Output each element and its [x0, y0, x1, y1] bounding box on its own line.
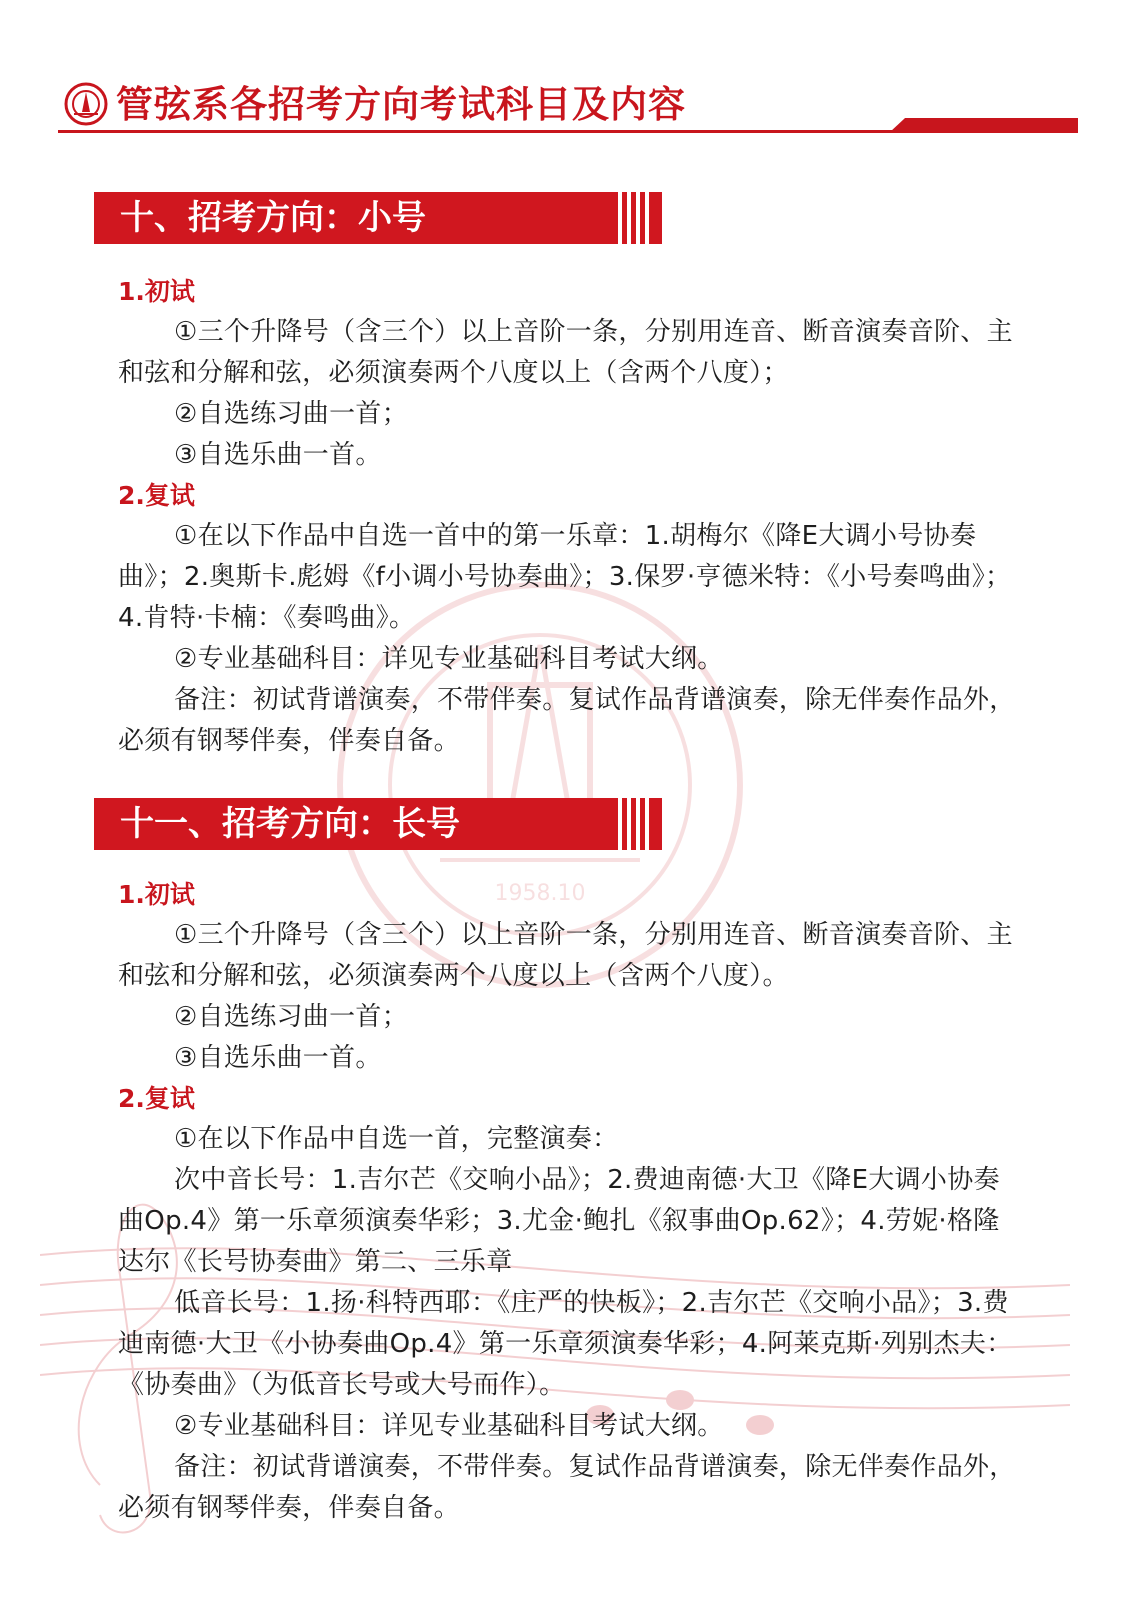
page-title: 管弦系各招考方向考试科目及内容	[116, 82, 686, 126]
list-item: ①三个升降号（含三个）以上音阶一条，分别用连音、断音演奏音阶、主和弦和分解和弦，必须演奏两个八度以上（含两个八度）。	[118, 920, 1013, 991]
section-banner-trombone	[94, 798, 662, 850]
list-item: ②专业基础科目：详见专业基础科目考试大纲。	[174, 1411, 724, 1441]
list-item: ②自选练习曲一首；	[174, 1002, 409, 1032]
section-title: 十、招考方向：小号	[120, 198, 426, 238]
section-banner-trumpet	[94, 192, 662, 244]
list-item: ①在以下作品中自选一首，完整演奏：	[174, 1124, 619, 1154]
watermark-year: 1958.10	[494, 881, 586, 906]
retest-label: 2.复试	[118, 1084, 195, 1113]
section-title: 十一、招考方向：长号	[120, 804, 460, 844]
prelim-label: 1.初试	[118, 880, 195, 909]
prelim-label: 1.初试	[118, 277, 195, 306]
list-item: 次中音长号：1.吉尔芒《交响小品》；2.费迪南德·大卫《降E大调小协奏曲Op.4》第一乐章须演奏华彩；3.尤金·鲍扎《叙事曲Op.62》；4.劳妮·格隆达尔《长号协奏曲》第二、三乐章	[118, 1165, 1000, 1277]
note-text: 备注：初试背谱演奏，不带伴奏。复试作品背谱演奏，除无伴奏作品外，必须有钢琴伴奏，伴奏自备。	[118, 685, 1016, 756]
list-item: ②专业基础科目：详见专业基础科目考试大纲。	[174, 644, 724, 674]
list-item: ③自选乐曲一首。	[174, 1043, 382, 1073]
list-item: ①三个升降号（含三个）以上音阶一条，分别用连音、断音演奏音阶、主和弦和分解和弦，必须演奏两个八度以上（含两个八度）；	[118, 317, 1013, 388]
banner-stripes	[618, 798, 652, 850]
banner-stripes	[618, 192, 652, 244]
page-header	[58, 82, 1078, 134]
list-item: 低音长号：1.扬·科特西耶：《庄严的快板》；2.吉尔芒《交响小品》；3.费迪南德·大卫《小协奏曲Op.4》第一乐章须演奏华彩；4.阿莱克斯·列别杰夫：《协奏曲》（为低音长号或大号而作）。	[118, 1288, 1013, 1400]
list-item: ③自选乐曲一首。	[174, 440, 382, 470]
header-divider	[58, 130, 1078, 133]
retest-label: 2.复试	[118, 481, 195, 510]
school-seal-icon	[64, 82, 108, 126]
list-item: ①在以下作品中自选一首中的第一乐章：1.胡梅尔《降E大调小号协奏曲》；2.奥斯卡.彪姆《f小调小号协奏曲》；3.保罗·亨德米特：《小号奏鸣曲》；4.肯特·卡楠：《奏鸣曲》。	[118, 521, 1012, 633]
section-content-trombone	[118, 875, 1018, 1529]
note-text: 备注：初试背谱演奏，不带伴奏。复试作品背谱演奏，除无伴奏作品外，必须有钢琴伴奏，伴奏自备。	[118, 1452, 1016, 1523]
section-content-trumpet	[118, 272, 1018, 762]
list-item: ②自选练习曲一首；	[174, 399, 409, 429]
